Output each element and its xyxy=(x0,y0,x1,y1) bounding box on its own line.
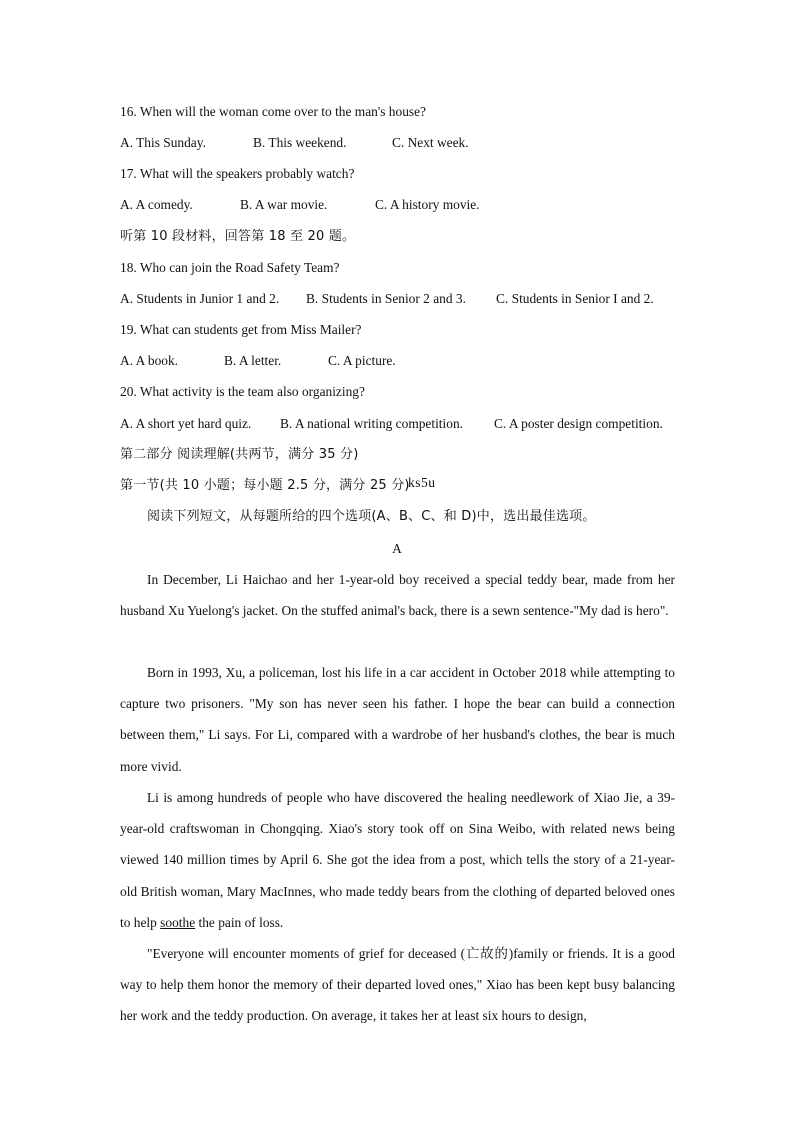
passage-label: A xyxy=(392,541,402,556)
paragraph-3-end: the pain of loss. xyxy=(195,914,284,930)
q16-option-c: C. Next week. xyxy=(392,135,469,150)
q20-option-b: B. A national writing competition. xyxy=(280,416,463,431)
q19-option-c: C. A picture. xyxy=(328,353,396,368)
q17-option-a: A. A comedy. xyxy=(120,197,193,212)
paragraph-3-text: Li is among hundreds of people who have discovered the healing needlework of Xiao Jie, a 39-year-old craftswoman in Chongqing. Xiao's story took off on Sina Weibo, with related news being viewed 140 million times by April 6. She got the idea from a post, which tells the story of a 21-year-old British woman, Mary MacInnes, who made teddy bears from the clothing of departed beloved ones to help xyxy=(120,790,675,930)
question-19: 19. What can students get from Miss Mailer? xyxy=(120,322,362,337)
q16-option-a: A. This Sunday. xyxy=(120,135,206,150)
q19-option-b: B. A letter. xyxy=(224,353,282,368)
q18-option-c: C. Students in Senior I and 2. xyxy=(496,291,654,306)
q20-option-a: A. A short yet hard quiz. xyxy=(120,416,252,431)
paragraph-4: "Everyone will encounter moments of grief for deceased (亡故的)family or friends. It is a good way to help them honor the memory of their departed loved ones," Xiao has been kept busy balancing her work and the teddy production. On average, it takes her at least six hours to design, xyxy=(120,946,675,1024)
section-10-instruction: 听第 10 段材料，回答第 18 至 20 题。 xyxy=(120,229,356,244)
section-1-heading: 第一节(共 10 小题；每小题 2.5 分，满分 25 分) xyxy=(120,478,410,493)
question-17: 17. What will the speakers probably watch? xyxy=(120,166,355,181)
part-2-heading: 第二部分 阅读理解(共两节，满分 35 分) xyxy=(120,447,359,462)
question-16: 16. When will the woman come over to the man's house? xyxy=(120,104,426,119)
paragraph-2: Born in 1993, Xu, a policeman, lost his life in a car accident in October 2018 while attempting to capture two prisoners. "My son has never seen his father. I hope the bear can build a connection between them," Li says. For Li, compared with a wardrobe of her husband's clothes, the bear is much more vivid. xyxy=(120,665,675,774)
underlined-word: soothe xyxy=(160,914,196,930)
q18-option-b: B. Students in Senior 2 and 3. xyxy=(306,291,466,306)
paragraph-3 xyxy=(120,782,675,938)
question-18: 18. Who can join the Road Safety Team? xyxy=(120,260,340,275)
paragraph-1: In December, Li Haichao and her 1-year-old boy received a special teddy bear, made from her husband Xu Yuelong's jacket. On the stuffed animal's back, there is a sewn sentence-"My dad is hero". xyxy=(120,572,675,619)
q17-option-c: C. A history movie. xyxy=(375,197,480,212)
watermark-text: ks5u xyxy=(408,475,436,490)
q16-option-b: B. This weekend. xyxy=(253,135,347,150)
q17-option-b: B. A war movie. xyxy=(240,197,328,212)
q18-option-a: A. Students in Junior 1 and 2. xyxy=(120,291,280,306)
q19-option-a: A. A book. xyxy=(120,353,179,368)
question-20: 20. What activity is the team also organizing? xyxy=(120,384,365,399)
q20-option-c: C. A poster design competition. xyxy=(494,416,663,431)
reading-instruction: 阅读下列短文，从每题所给的四个选项(A、B、C、和 D)中，选出最佳选项。 xyxy=(147,509,596,524)
